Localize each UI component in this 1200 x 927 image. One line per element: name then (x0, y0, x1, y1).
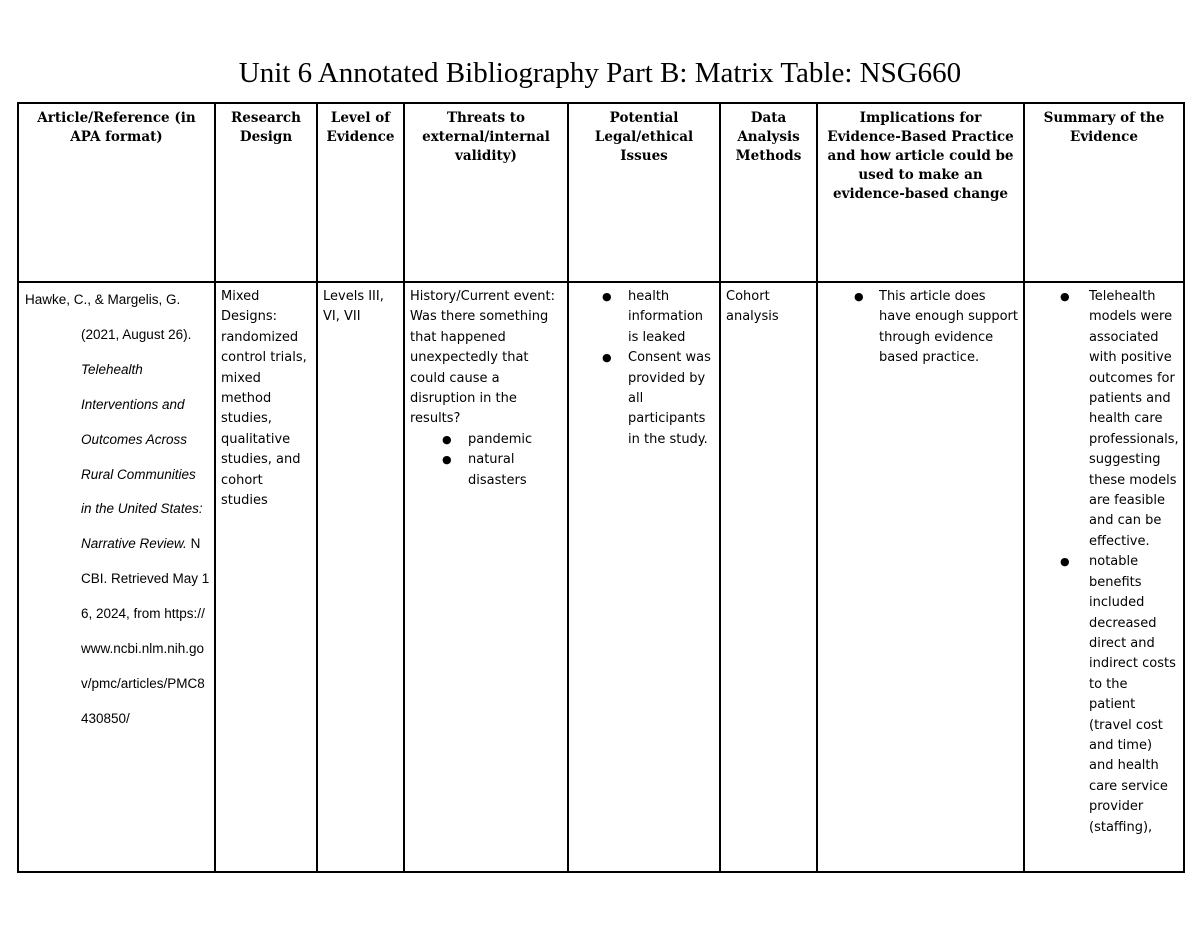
list-item: ● This article does have enough support through evidence based practice. (854, 289, 1018, 366)
list-item: ● health information is leaked (602, 289, 704, 345)
research-design-text: Mixed Designs: randomized control trials, mixed method studies, qualitative studies, and cohort studies (221, 289, 307, 509)
header-threats-validity: Threats to external/internal validity) (404, 103, 568, 282)
legal-ethical-list (573, 287, 715, 450)
data-analysis-text: Cohort analysis (726, 289, 779, 325)
header-legal-ethical: Potential Legal/ethical Issues (568, 103, 720, 282)
reference-title: Telehealth Interventions and Outcomes Across Rural Communities in the United States: Narrative Review. (81, 361, 203, 552)
bullet-icon: ● (602, 290, 612, 303)
list-item: ● Consent was provided by all participants in the study. (602, 350, 711, 447)
list-item: ● natural disasters (442, 452, 527, 488)
cell-threats (404, 282, 568, 872)
level-of-evidence-text: Levels III, VI, VII (323, 289, 384, 325)
bullet-icon: ● (1060, 290, 1070, 303)
bullet-icon: ● (602, 351, 612, 365)
matrix-table (17, 102, 1185, 873)
cell-reference (18, 282, 215, 872)
cell-level-of-evidence (317, 282, 404, 872)
list-item: ● Telehealth models were associated with positive outcomes for patients and health care professionals, suggesting these models are feasible and can be effective. (1060, 289, 1179, 549)
list-item: ● pandemic (410, 430, 563, 450)
bullet-icon: ● (442, 453, 452, 467)
header-summary: Summary of the Evidence (1024, 103, 1184, 282)
header-row (18, 103, 1184, 282)
table-row (18, 282, 1184, 872)
cell-legal-ethical (568, 282, 720, 872)
reference-date: (2021, August 26). (81, 326, 192, 342)
list-item: ● notable benefits included decreased direct and indirect costs to the patient (travel cost and time) and health care service provider (staffing), (1060, 554, 1176, 835)
header-level-of-evidence: Level of Evidence (317, 103, 404, 282)
cell-implications (817, 282, 1024, 872)
cell-summary (1024, 282, 1184, 872)
header-research-design: Research Design (215, 103, 317, 282)
bullet-icon: ● (1060, 555, 1070, 569)
threats-list (410, 430, 563, 491)
bullet-icon: ● (442, 432, 452, 446)
implications-list (822, 287, 1019, 369)
document-title: Unit 6 Annotated Bibliography Part B: Matrix Table: NSG660 (238, 57, 962, 89)
header-article-reference: Article/Reference (in APA format) (18, 103, 215, 282)
header-implications: Implications for Evidence-Based Practice and how article could be used to make an evidence-based change (817, 103, 1024, 282)
summary-list (1029, 287, 1177, 838)
reference-authors: Hawke, C., & Margelis, G. (25, 292, 181, 307)
reference-source: NCBI. Retrieved May 16, 2024, from https://www.ncbi.nlm.nih.gov/pmc/articles/PMC8430850/ (81, 536, 210, 726)
apa-reference (19, 283, 214, 737)
threats-intro: History/Current event: Was there something that happened unexpectedly that could cause a disruption in the results? (410, 289, 555, 427)
header-data-analysis: Data Analysis Methods (720, 103, 817, 282)
cell-research-design (215, 282, 317, 872)
cell-data-analysis (720, 282, 817, 872)
bullet-icon: ● (854, 290, 864, 303)
